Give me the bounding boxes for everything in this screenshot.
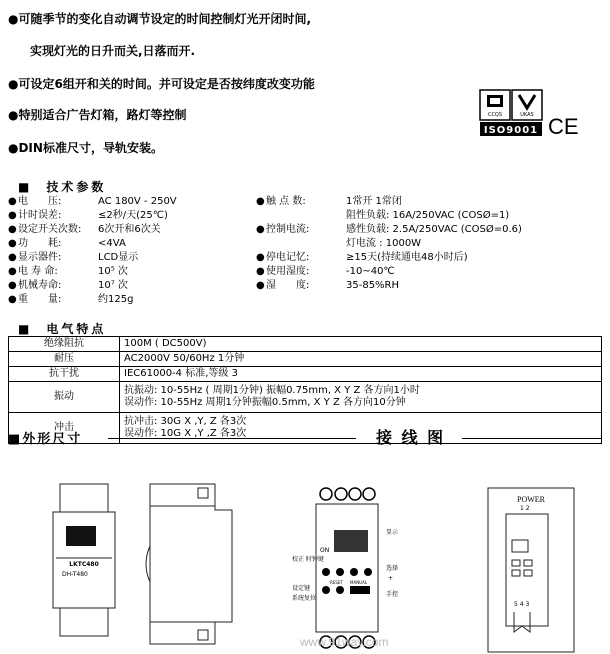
spec-row: ●电 寿 命: 10⁵ 次 (8, 266, 128, 277)
panel-reset-label: RESET (330, 580, 343, 585)
spec-row (256, 237, 606, 251)
panel-set-label: 设定键 (292, 585, 311, 592)
outline-title-rule-right (462, 438, 602, 439)
table-row (9, 352, 602, 367)
elec-value: AC2000V 50/60Hz 1分钟 (120, 352, 602, 367)
table-row (9, 367, 602, 382)
spec-value: AC 180V - 250V (98, 196, 177, 207)
panel-button (350, 568, 358, 576)
wiring-relay-contact (514, 612, 530, 632)
panel-select-label: 选择 (386, 565, 399, 572)
panel-button (322, 568, 330, 576)
spec-value: 10⁷ 次 (98, 280, 128, 291)
panel-body (316, 504, 378, 632)
elec-key: 抗干扰 (9, 367, 120, 382)
panel-on-label: ON (320, 547, 330, 554)
wiring-power-label: POWER (517, 495, 545, 504)
spec-label: 机械寿命: (18, 280, 62, 291)
tech-left-column (8, 195, 258, 307)
spec-value: 10⁵ 次 (98, 266, 128, 277)
spec-row: ●显示器件: LCD显示 (8, 252, 139, 263)
spec-label: 计时误差: (18, 210, 62, 221)
terminal-screw (363, 488, 375, 500)
panel-manual-button (350, 586, 370, 594)
cert-logos-svg (478, 88, 598, 140)
spec-label: 电 压: (18, 196, 62, 207)
panel-lcd (334, 530, 368, 552)
panel-display-label: 显示 (386, 529, 399, 536)
panel-diagram (292, 488, 399, 648)
side-screw-top (198, 488, 208, 498)
iso-label: ISO9001 (483, 125, 539, 136)
watermark-text: www.91way.com (300, 635, 389, 649)
elec-title-text: 电气特点 (46, 322, 107, 336)
spec-value: 约125g (98, 294, 134, 305)
spec-row: ●使用湿度: -10~40℃ (256, 266, 395, 277)
front-bottom-terminal (60, 608, 108, 636)
ccqs-logo-inner (490, 98, 500, 104)
spec-value: 感性负载: 2.5A/250VAC (COSØ=0.6) (346, 224, 522, 235)
spec-value: 6次开和6次关 (98, 224, 161, 235)
wiring-button (512, 570, 520, 576)
spec-row: ●湿 度: 35-85%RH (256, 280, 400, 291)
panel-button (336, 586, 344, 594)
spec-label: 触 点 数: (266, 196, 306, 207)
tech-section-title: ■ 技术参数 (18, 180, 107, 194)
spec-row: ●重 量: 约125g (8, 294, 134, 305)
certification-logos (478, 88, 598, 140)
wiring-diagram (488, 488, 574, 652)
elec-value-multi (120, 382, 602, 413)
wiring-title: 接 线 图 (376, 428, 446, 447)
wiring-button (524, 560, 532, 566)
front-view-drawing (53, 484, 115, 636)
spec-row: ●功 耗: <4VA (8, 238, 126, 249)
wiring-button (512, 560, 520, 566)
elec-value-line: 抗振动: 10-55Hz ( 周期1分钟) 振幅0.75mm, X Y Z 各方向1小时 (124, 385, 420, 396)
spec-label: 重 量: (18, 294, 62, 305)
elec-key: 冲击 (9, 413, 120, 444)
spec-value: 1常开 1常闭 (346, 196, 402, 207)
front-top-terminal (60, 484, 108, 512)
front-brand-label: LKTC480 (69, 561, 99, 568)
outline-title-text: 外形尺寸 (22, 432, 83, 447)
side-outline (150, 484, 232, 644)
product-drawings (0, 476, 610, 654)
spec-label: 停电记忆: (266, 252, 310, 263)
spec-label: 湿 度: (266, 280, 310, 291)
spec-value: ≤2秒/天(25℃) (98, 210, 168, 221)
spec-label: 功 耗: (18, 238, 62, 249)
ukas-label: UKAS (520, 112, 534, 118)
front-lcd (66, 526, 96, 546)
elec-value: IEC61000-4 标准,等级 3 (120, 367, 602, 382)
spec-value: LCD显示 (98, 252, 139, 263)
table-row (9, 382, 602, 413)
terminal-screw (335, 488, 347, 500)
spec-row: ●设定开关次数: 6次开和6次关 (8, 224, 161, 235)
wiring-button (524, 570, 532, 576)
panel-plus-label: + (388, 575, 394, 582)
elec-key: 绝缘阻抗 (9, 337, 120, 352)
spec-label: 电 寿 命: (18, 266, 58, 277)
side-screw-bottom (198, 630, 208, 640)
front-model-label: DH-T480 (62, 571, 88, 578)
wiring-bottom-terminals: 5 4 3 (514, 601, 530, 608)
spec-label: 使用湿度: (266, 266, 310, 277)
elec-key: 振动 (9, 382, 120, 413)
outline-title-rule-left (108, 438, 356, 439)
ce-mark: CE (548, 114, 579, 139)
spec-label: 显示器件: (18, 252, 62, 263)
spec-label: 控制电流: (266, 224, 310, 235)
wiring-top-terminals: 1 2 (520, 505, 530, 512)
spec-value: 阻性负载: 16A/250VAC (COSØ=1) (346, 210, 510, 221)
panel-button (364, 568, 372, 576)
elec-value-line: 误动作: 10-55Hz 周期1分钟振幅0.5mm, X Y Z 各方向10分钟 (124, 397, 406, 408)
spec-value: -10~40℃ (346, 266, 395, 277)
spec-row: ●触 点 数: 1常开 1常闭 (256, 196, 402, 207)
tech-right-column (256, 195, 606, 293)
terminal-screw (349, 488, 361, 500)
ccqs-label: CCQS (487, 112, 503, 118)
outline-section-title: ■外形尺寸 (8, 432, 83, 447)
feature-line-3: ●可设定6组开和关的时间。并可设定是否按纬度改变功能 (8, 77, 315, 91)
panel-sysreset-label: 系统复位 (292, 595, 317, 602)
tech-title-text: 技术参数 (46, 180, 107, 194)
spec-row: ●计时误差: ≤2秒/天(25℃) (8, 210, 168, 221)
spec-row: ●停电记忆: ≥15天(持续通电48小时后) (256, 252, 468, 263)
elec-value: 100M ( DC500V) (120, 337, 602, 352)
panel-button (322, 586, 330, 594)
feature-line-5: ●DIN标准尺寸，导轨安装。 (8, 141, 163, 155)
wiring-lcd (512, 540, 528, 552)
elec-table (8, 336, 602, 444)
spec-row (256, 209, 606, 223)
panel-prog-label: 校正 时钟键 (292, 556, 324, 563)
table-row (9, 337, 602, 352)
spec-row: ●电 压: AC 180V - 250V (8, 196, 177, 207)
terminal-screw (320, 488, 332, 500)
spec-row: ●控制电流: 感性负载: 2.5A/250VAC (COSØ=0.6) (256, 224, 522, 235)
spec-value: 35-85%RH (346, 280, 400, 291)
elec-key: 耐压 (9, 352, 120, 367)
spec-value: ≥15天(持续通电48小时后) (346, 252, 468, 263)
elec-section-title: ■ 电气特点 (18, 322, 107, 336)
spec-value: 灯电流 : 1000W (346, 238, 422, 249)
side-view-drawing (146, 484, 232, 644)
side-clip (146, 546, 150, 582)
panel-manual-en-label: MANUAL (350, 580, 368, 585)
panel-manual-label: 手控 (386, 591, 399, 598)
panel-button (336, 568, 344, 576)
feature-line-2: 实现灯光的日升而关,日落而开. (30, 44, 196, 58)
elec-value-line: 误动作: 10G X ,Y ,Z 各3次 (124, 428, 247, 439)
spec-value: <4VA (98, 238, 126, 249)
spec-label: 设定开关次数: (18, 224, 82, 235)
elec-value-line: 抗冲击: 30G X ,Y, Z 各3次 (124, 416, 247, 427)
spec-row: ●机械寿命: 10⁷ 次 (8, 280, 128, 291)
feature-line-4: ●特别适合广告灯箱，路灯等控制 (8, 108, 187, 122)
feature-line-1: ●可随季节的变化自动调节设定的时间控制灯光开闭时间, (8, 12, 312, 26)
